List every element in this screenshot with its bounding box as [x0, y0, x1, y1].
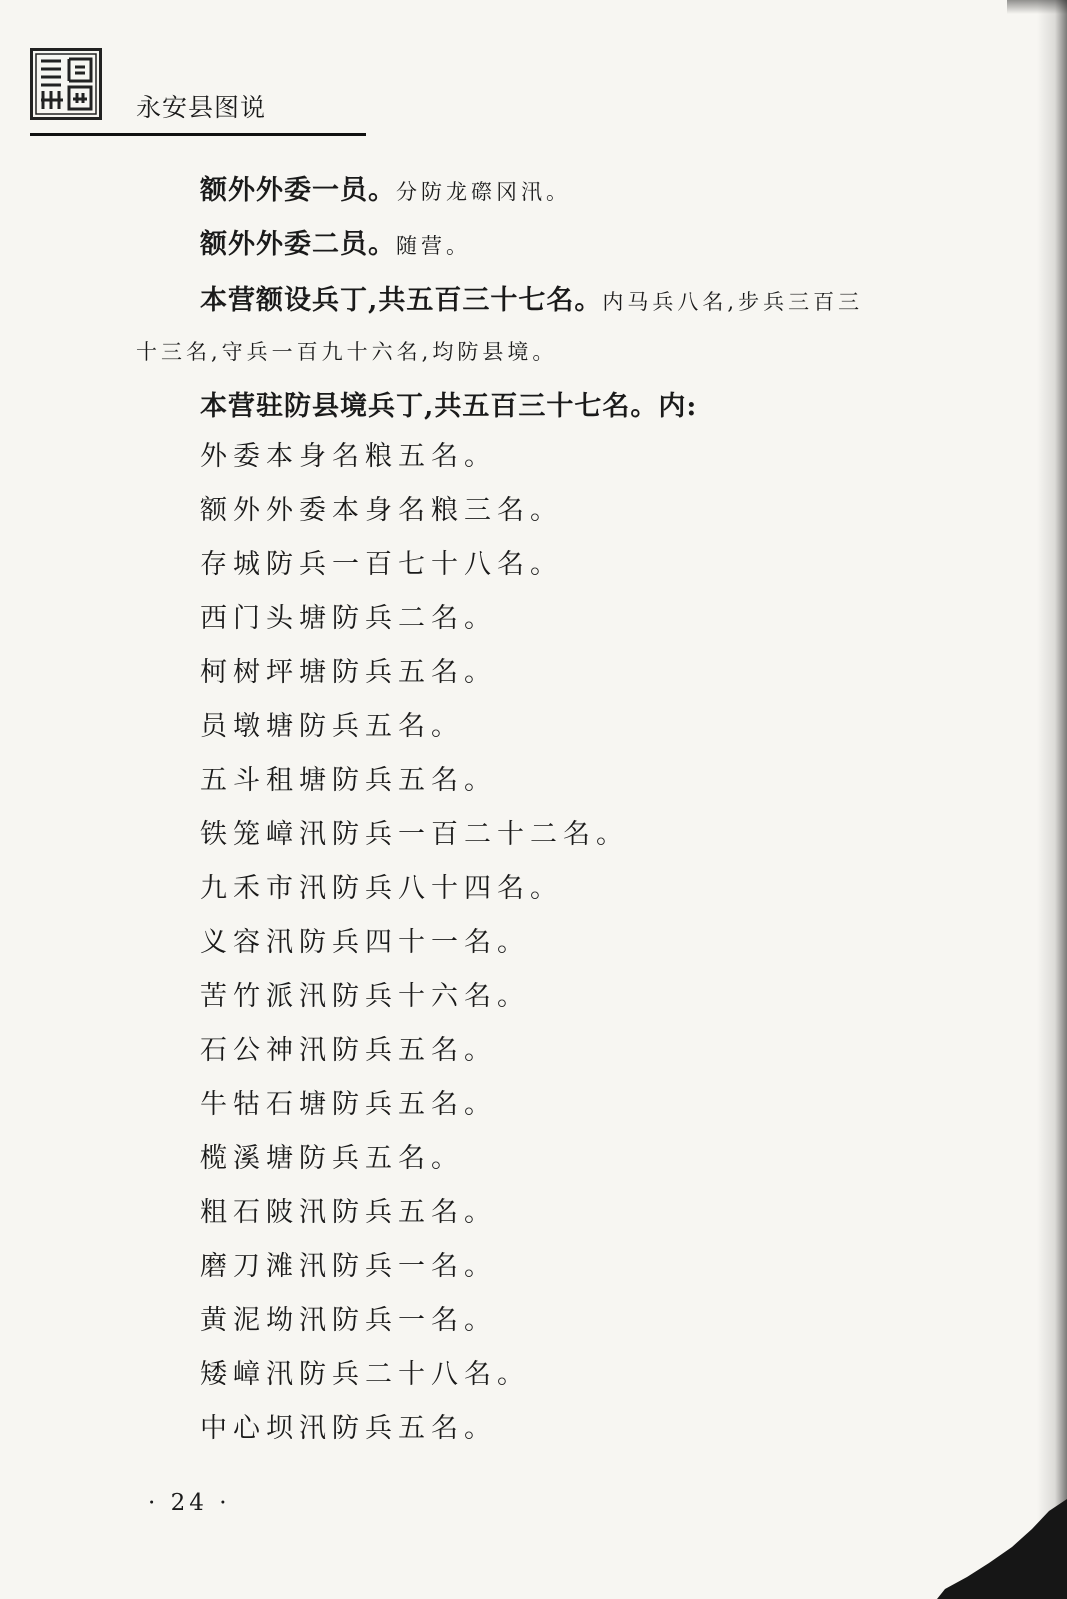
- list-item: 九禾市汛防兵八十四名。: [200, 873, 563, 904]
- list-item: 西门头塘防兵二名。: [200, 603, 497, 634]
- scan-edge-top: [1007, 0, 1067, 14]
- list-item: 额外外委本身名粮三名。: [200, 495, 563, 526]
- list-item: 存城防兵一百七十八名。: [200, 549, 563, 580]
- list-item: 矮嶂汛防兵二十八名。: [200, 1359, 530, 1390]
- list-item: 粗石陂汛防兵五名。: [200, 1197, 497, 1228]
- line-note-text: 随营。: [396, 234, 471, 258]
- list-item: 牛牯石塘防兵五名。: [200, 1089, 497, 1120]
- list-item: 铁笼嶂汛防兵一百二十二名。: [200, 819, 629, 850]
- list-item: 苦竹派汛防兵十六名。: [200, 981, 530, 1012]
- text-line-3: [200, 278, 863, 317]
- list-item: 中心坝汛防兵五名。: [200, 1413, 497, 1444]
- list-item: 外委本身名粮五名。: [200, 441, 497, 472]
- scan-corner-shadow: [937, 1489, 1067, 1599]
- line-main-text: 本营驻防县境兵丁,共五百三十七名。内:: [200, 391, 698, 422]
- seal-stamp-icon: [30, 48, 102, 120]
- list-item: 义容汛防兵四十一名。: [200, 927, 530, 958]
- list-item: 磨刀滩汛防兵一名。: [200, 1251, 497, 1282]
- line-note-text: 内马兵八名,步兵三百三: [602, 290, 864, 314]
- list-item: 柯树坪塘防兵五名。: [200, 657, 497, 688]
- list-item: 石公神汛防兵五名。: [200, 1035, 497, 1066]
- list-item: 五斗租塘防兵五名。: [200, 765, 497, 796]
- line-note-text: 分防龙磜冈汛。: [396, 180, 571, 204]
- line-main-text: 本营额设兵丁,共五百三十七名。: [200, 285, 603, 316]
- scan-edge-right: [1037, 0, 1067, 1599]
- header-rule: [30, 133, 366, 136]
- list-item: 榄溪塘防兵五名。: [200, 1143, 464, 1174]
- list-item: 黄泥坳汛防兵一名。: [200, 1305, 497, 1336]
- line-main-text: 额外外委一员。: [200, 175, 396, 206]
- text-line-5: [200, 384, 697, 423]
- text-line-2: [200, 222, 471, 261]
- line-main-text: 额外外委二员。: [200, 229, 396, 260]
- book-title: 永安县图说: [136, 93, 267, 122]
- text-line-4: [136, 332, 557, 366]
- list-item: 员墩塘防兵五名。: [200, 711, 464, 742]
- text-line-1: [200, 168, 571, 207]
- page-number: · 24 ·: [148, 1490, 231, 1516]
- line-note-text: 十三名,守兵一百九十六名,均防县境。: [136, 340, 558, 364]
